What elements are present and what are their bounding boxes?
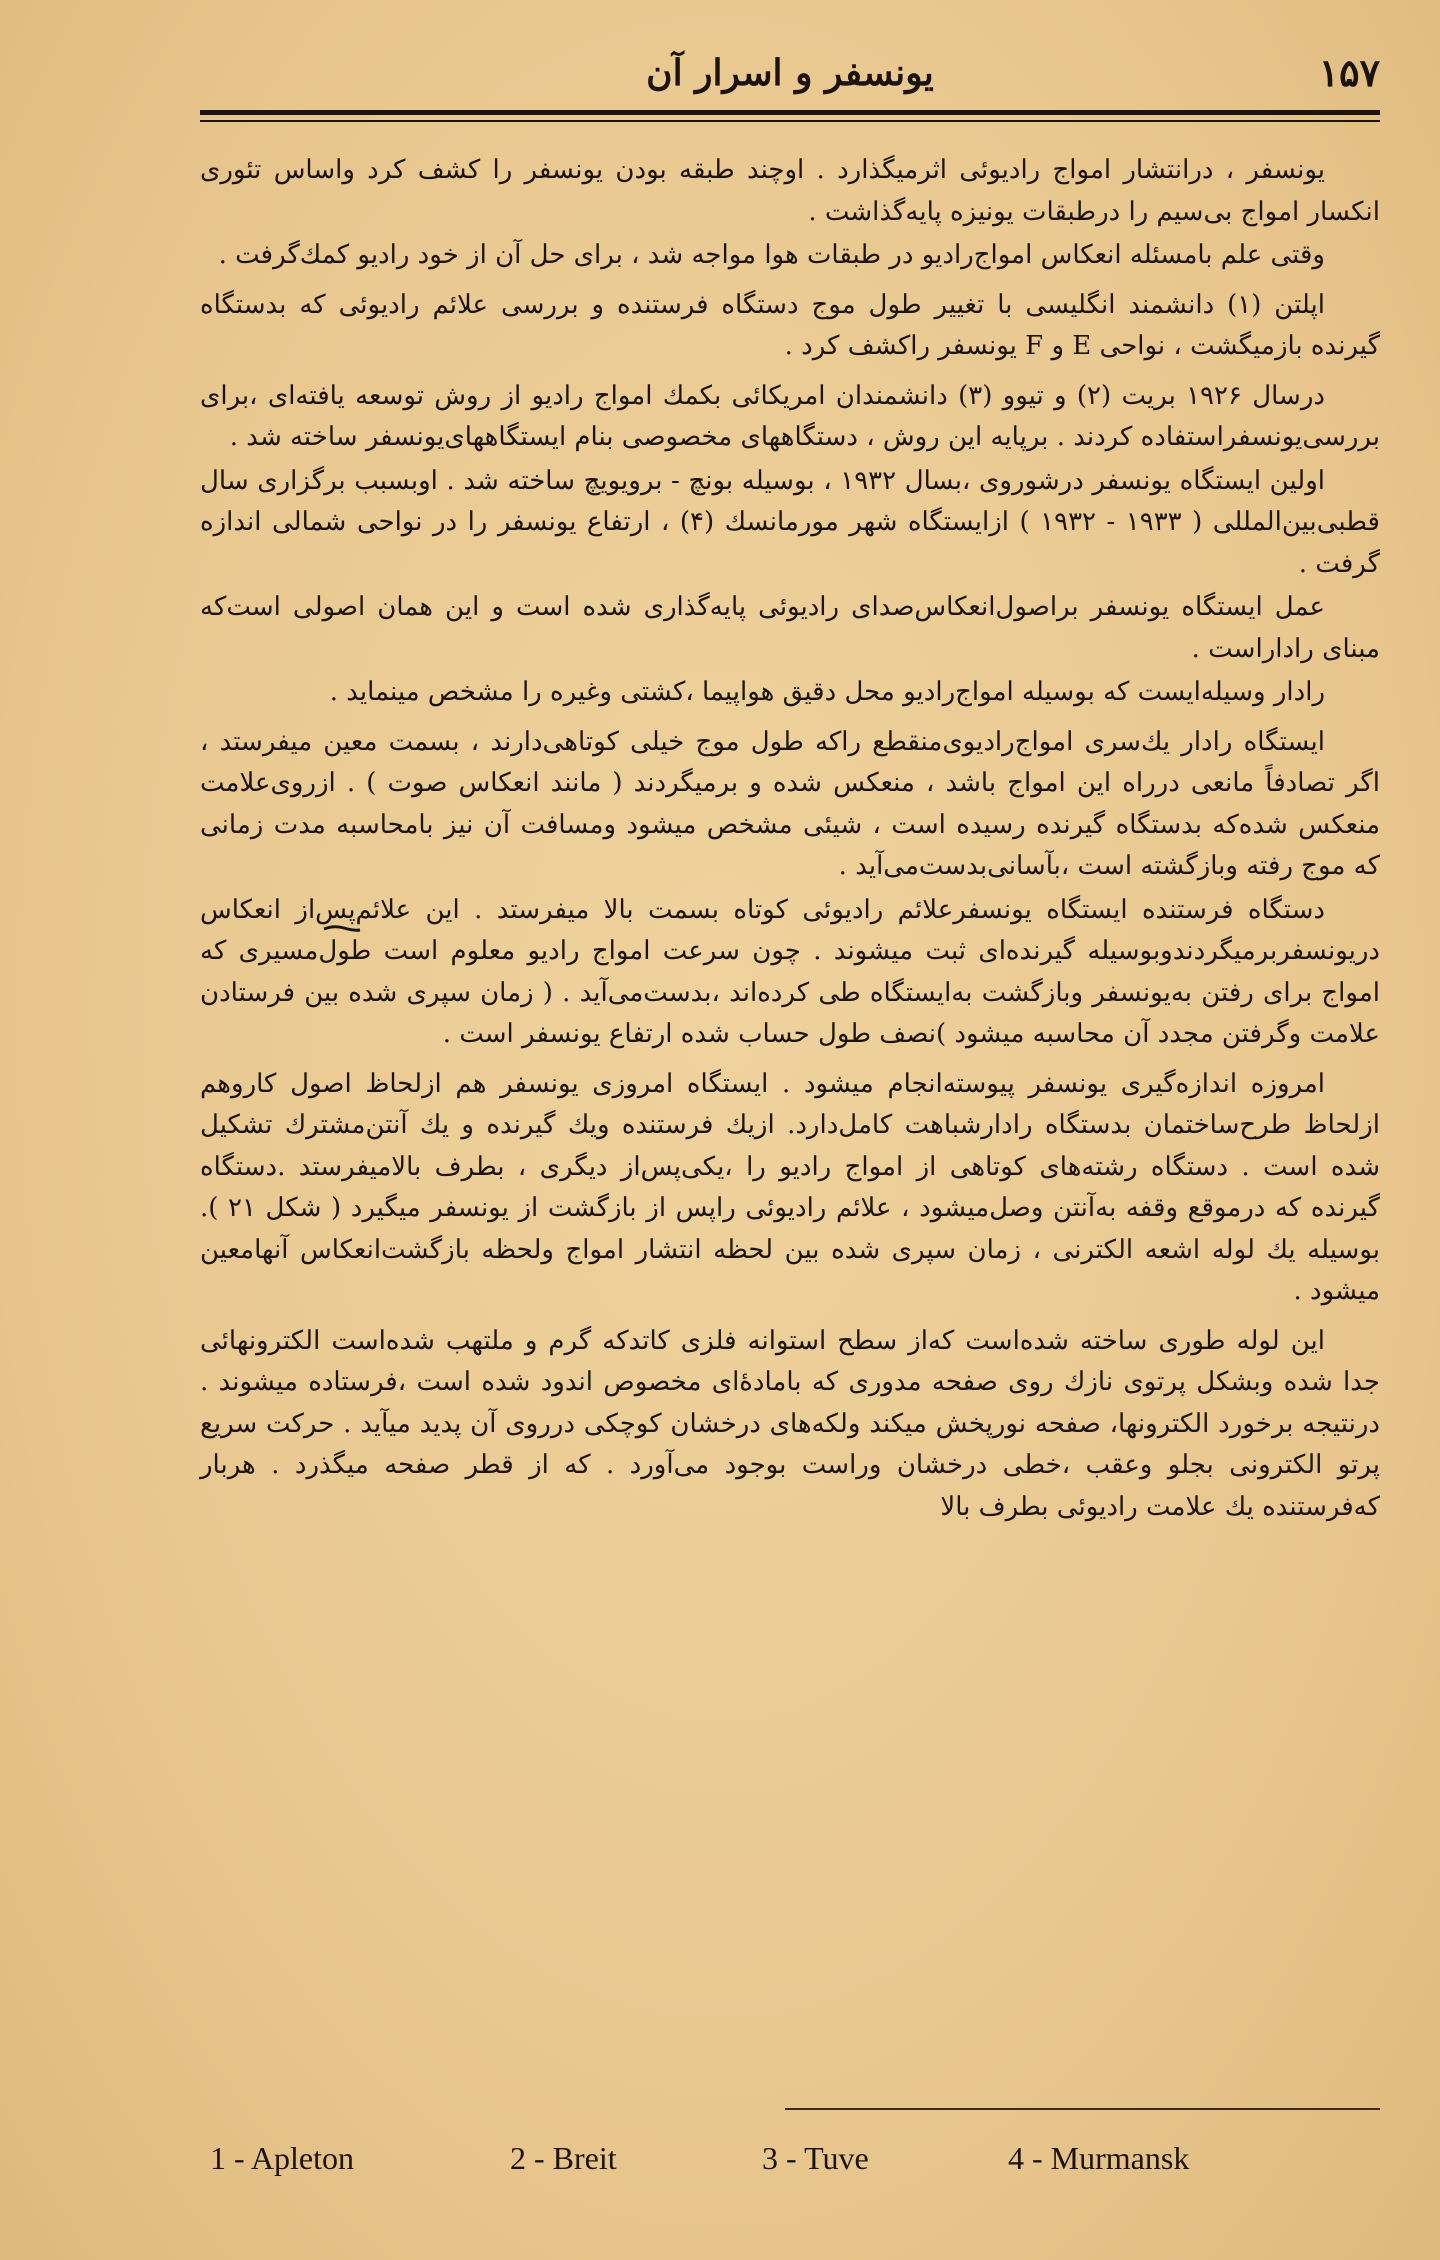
paragraph: وقتی علم بامسئله انعکاس امواج‌رادیو در طبقات هوا مواجه شد ، برای حل آن از خود رادیو کمك‌گرفت . — [218, 240, 1325, 270]
paragraph: امروزه اندازه‌گیری یونسفر پیوسته‌انجام میشود . ایستگاه امروزی یونسفر هم ازلحاظ اصول کاروهم ازلحاظ طرح‌ساختمان بدستگاه رادارشباهت کامل‌دارد. ازیك فرستنده ویك گیرنده و یك آنتن‌مشترك تشکیل شده است . دستگاه رشته‌های کوتاهی از امواج رادیو را ،یکی‌پس‌از دیگری ، بطرف بالامیفرستد .دستگاه گیرنده که درموقع وقفه به‌آنتن وصل‌میشود ، علائم رادیوئی راپس از بازگشت از یونسفر میگیرد ( شکل ۲۱ ). بوسیله یك لوله اشعه الکترنی ، زمان سپری شده بین لحظه انتشار امواج ولحظه بازگشت‌انعکاس آنهامعین میشود . — [200, 1068, 1381, 1306]
page-number: ۱۵۷ — [1318, 50, 1380, 95]
footnote-item: 2 - Breit — [510, 2140, 617, 2176]
header-rule-thin — [200, 120, 1380, 122]
paragraph: عمل ایستگاه یونسفر براصول‌انعکاس‌صدای رادیوئی پایه‌گذاری شده است و این همان اصولی است‌که مبنای راداراست . — [200, 592, 1380, 664]
paragraph: رادار وسیله‌ایست که بوسیله امواج‌رادیو محل دقیق هواپیما ،کشتی وغیره را مشخص مینماید . — [329, 677, 1325, 707]
paragraph: اپلتن (۱) دانشمند انگلیسی با تغییر طول موج دستگاه فرستنده و بررسی علائم رادیوئی که بدستگاه گیرنده بازمیگشت ، نواحی E و F یونسفر راکشف کرد . — [200, 289, 1380, 361]
page-header — [200, 50, 1380, 110]
header-rule-thick — [200, 110, 1380, 115]
body-text — [200, 150, 1380, 1536]
footnotes — [210, 2140, 1370, 2184]
paragraph: این لوله طوری ساخته شده‌است که‌از سطح استوانه فلزی کاتدکه گرم و ملتهب شده‌است الکترونهائی جدا شده وبشکل پرتوی نازك روی صفحه مدوری که بامادهٔ‌ای مخصوص اندود شده است ،فرستاده میشوند . درنتیجه برخورد الکترونها، صفحه نورپخش میکند ولکه‌های درخشان کوچکی درروی آن پدید میآید . حرکت سریع پرتو الکترونی بجلو وعقب ،خطی درخشان وراست بوجود می‌آورد . که از قطر صفحه میگذرد . هربار که‌فرستنده یك علامت رادیوئی بطرف بالا — [200, 1325, 1380, 1522]
paragraph: یونسفر ، درانتشار امواج رادیوئی اثرمیگذارد . اوچند طبقه بودن یونسفر را کشف کرد واساس تئوری انکسار امواج بی‌سیم را درطبقات یونیزه پایه‌گذاشت . — [200, 155, 1380, 227]
pen-mark — [322, 922, 362, 936]
footnote-item: 1 - Apleton — [210, 2140, 354, 2176]
paragraph: ایستگاه رادار یك‌سری امواج‌رادیوی‌منقطع راکه طول موج خیلی کوتاهی‌دارند ، بسمت معین میفرستد ، اگر تصادفاً مانعی درراه این امواج باشد ، منعکس شده و برمیگردند ( مانند انعکاس صوت ) . ازروی‌علامت منعکس شده‌که بدستگاه گیرنده رسیده است ، شیئی مشخص میشود ومسافت آن نیز بامحاسبه مدت زمانی که موج رفته وبازگشته است ،بآسانی‌بدست‌می‌آید . — [200, 726, 1380, 881]
paragraph: اولین ایستگاه یونسفر درشوروی ،بسال ۱۹۳۲ ، بوسیله بونچ - برویویچ ساخته شد . اوبسبب برگزاری سال قطبی‌بین‌المللی ( ۱۹۳۳ - ۱۹۳۲ ) ازایستگاه شهر مورمانسك (۴) ، ارتفاع یونسفر را در نواحی شمالی اندازه گرفت . — [200, 465, 1380, 579]
running-title: یونسفر و اسرار آن — [646, 52, 934, 94]
paragraph: درسال ۱۹۲۶ بریت (۲) و تیوو (۳) دانشمندان امریکائی بکمك امواج رادیو از روش توسعه یافته‌ای ،برای بررسی‌یونسفراستفاده کردند . برپایه این روش ، دستگاههای مخصوصی بنام ایستگاههای‌یونسفر ساخته شد . — [200, 380, 1380, 452]
footnote-item: 4 - Murmansk — [1008, 2140, 1190, 2176]
footnote-item: 3 - Tuve — [762, 2140, 869, 2176]
paragraph: دستگاه فرستنده ایستگاه یونسفرعلائم رادیوئی کوتاه بسمت بالا میفرستد . این علائم‌پس‌از انعکاس دریونسفربرمیگردند‌وبوسیله گیرنده‌ای ثبت میشوند . چون سرعت امواج رادیو معلوم است طول‌مسیری که امواج برای رفتن به‌یونسفر وبازگشت به‌ایستگاه طی کرده‌اند ،بدست‌می‌آید . ( زمان سپری شده بین فرستادن علامت وگرفتن مجدد آن محاسبه میشود )نصف طول حساب شده ارتفاع یونسفر است . — [200, 894, 1380, 1049]
footnote-rule — [785, 2108, 1380, 2110]
